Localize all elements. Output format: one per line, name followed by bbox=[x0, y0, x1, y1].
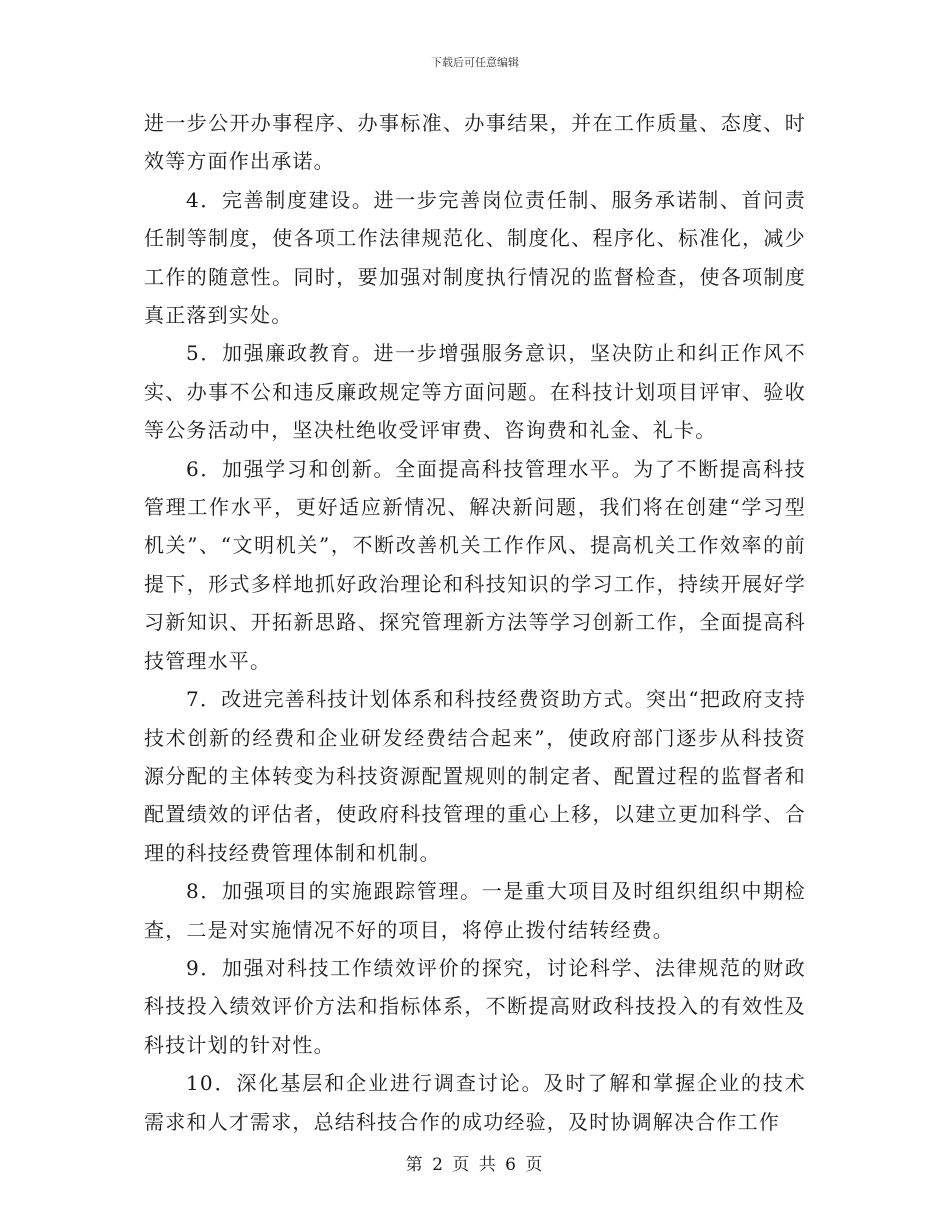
paragraph-item-10: 10．深化基层和企业进行调查讨论。及时了解和掌握企业的技术需求和人才需求，总结科技合作的成功经验，及时协调解决合作工作 bbox=[144, 1071, 806, 1134]
page-header-note: 下载后可任意编辑 bbox=[431, 56, 519, 69]
paragraph-item-5: 5．加强廉政教育。进一步增强服务意识，坚决防止和纠正作风不实、办事不公和违反廉政规定等方面问题。在科技计划项目评审、验收等公务活动中，坚决杜绝收受评审费、咨询费和礼金、礼卡。 bbox=[144, 341, 806, 443]
paragraph-item-7: 7．改进完善科技计划体系和科技经费资助方式。突出“把政府支持技术创新的经费和企业研发经费结合起来”，使政府部门逐步从科技资源分配的主体转变为科技资源配置规则的制定者、配置过程的监督者和配置绩效的评估者，使政府科技管理的重心上移，以建立更加科学、合理的科技经费管理体制和机制。 bbox=[144, 687, 806, 865]
paragraph-continued: 进一步公开办事程序、办事标准、办事结果，并在工作质量、态度、时效等方面作出承诺。 bbox=[144, 111, 806, 174]
paragraph-item-8: 8．加强项目的实施跟踪管理。一是重大项目及时组织组织中期检查，二是对实施情况不好的项目，将停止拨付结转经费。 bbox=[144, 879, 806, 942]
paragraph-item-4: 4．完善制度建设。进一步完善岗位责任制、服务承诺制、首问责任制等制度，使各项工作法律规范化、制度化、程序化、标准化，减少工作的随意性。同时，要加强对制度执行情况的监督检查，使各项制度真正落到实处。 bbox=[144, 187, 806, 328]
paragraph-item-6: 6．加强学习和创新。全面提高科技管理水平。为了不断提高科技管理工作水平，更好适应新情况、解决新问题，我们将在创建“学习型机关”、“文明机关”，不断改善机关工作作风、提高机关工作效率的前提下，形式多样地抓好政治理论和科技知识的学习工作，持续开展好学习新知识、开拓新思路、探究管理新方法等学习创新工作，全面提高科技管理水平。 bbox=[144, 456, 806, 673]
page-number: 第 2 页 共 6 页 bbox=[405, 1155, 545, 1175]
paragraph-item-9: 9．加强对科技工作绩效评价的探究，讨论科学、法律规范的财政科技投入绩效评价方法和指标体系，不断提高财政科技投入的有效性及科技计划的针对性。 bbox=[144, 955, 806, 1057]
document-body bbox=[144, 104, 806, 1141]
